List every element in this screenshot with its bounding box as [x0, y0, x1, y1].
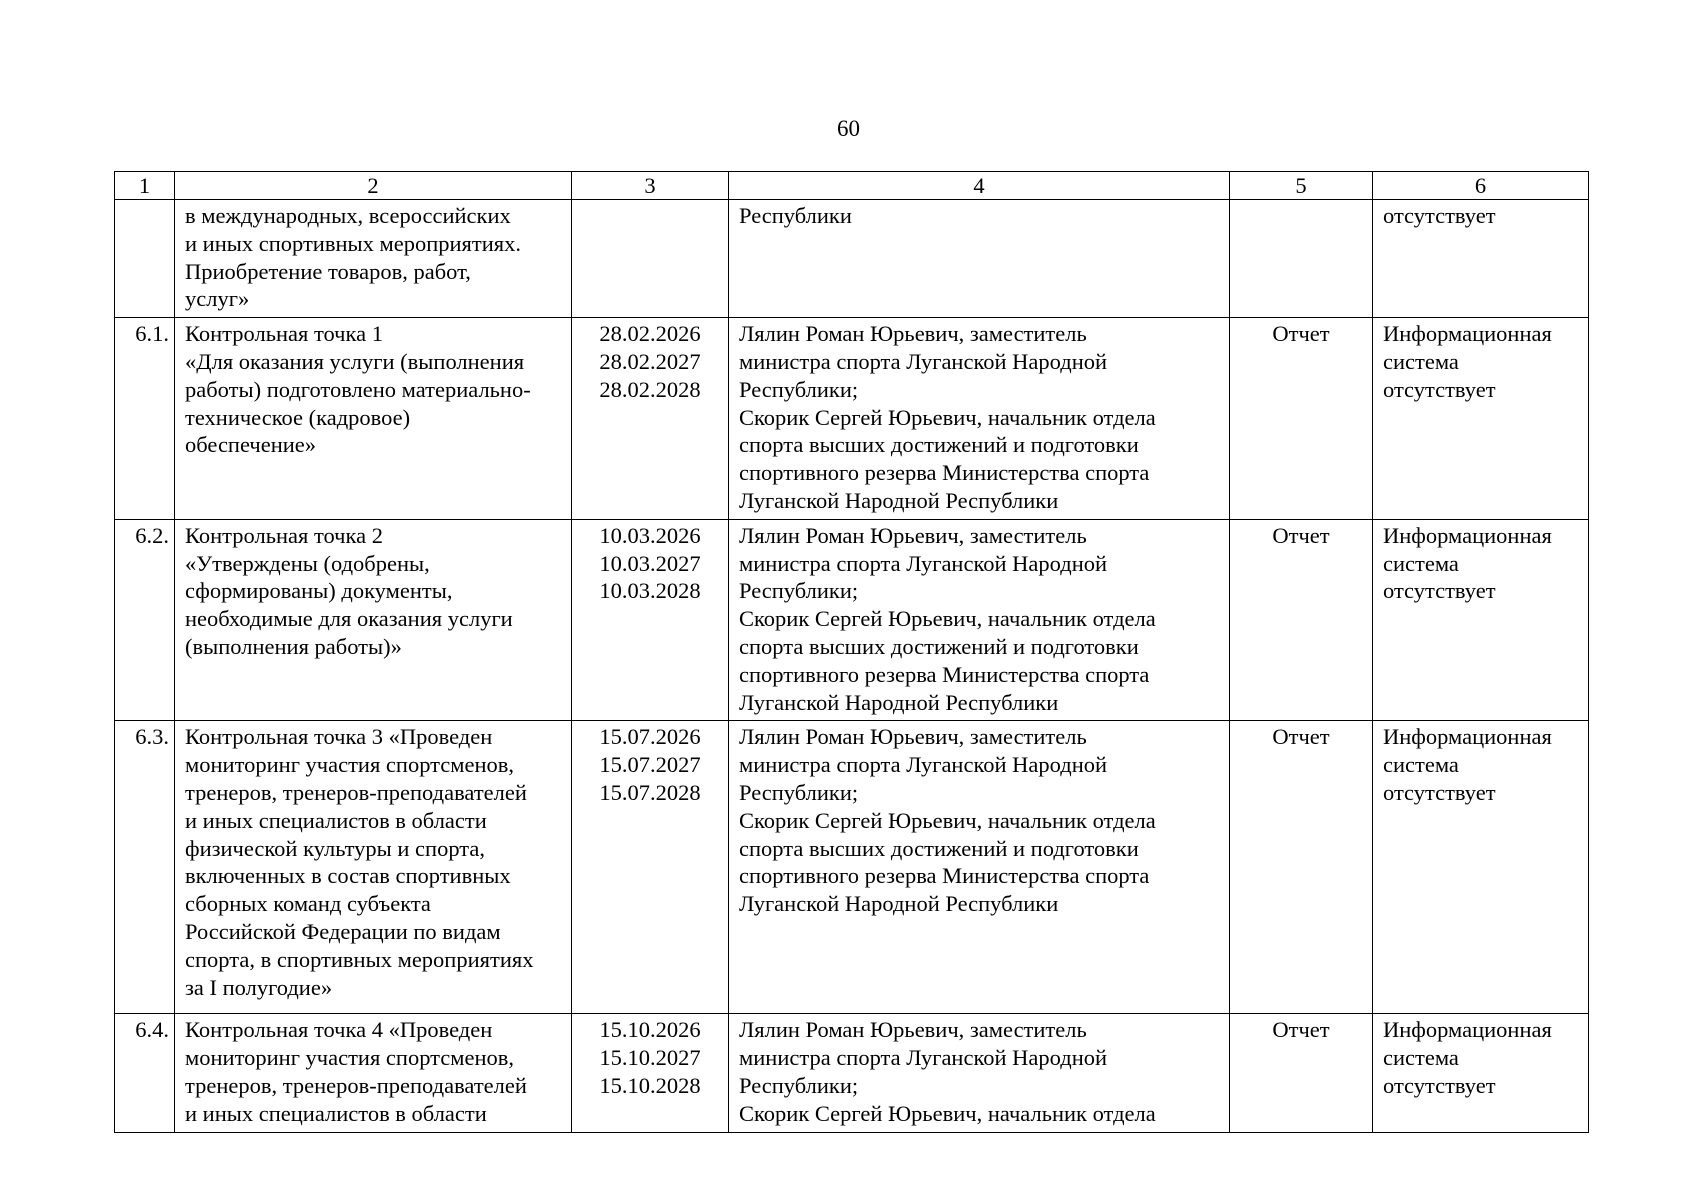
task-name-cell: Контрольная точка 3 «Проведен мониторинг участия спортсменов, тренеров, тренеров-преподавателей и иных специалистов в области физической культуры и спорта, включенных в состав спортивных сборных команд субъекта Российской Федерации по видам спорта, в спортивных мероприятиях за I полугодие»: [175, 721, 572, 1014]
row-number-cell: [115, 200, 175, 318]
table-row: [115, 200, 1589, 318]
header-cell: 5: [1230, 172, 1373, 200]
header-cell: 3: [572, 172, 729, 200]
info-system-cell: Информационная система отсутствует: [1373, 318, 1589, 520]
document-type-cell: Отчет: [1230, 721, 1373, 1014]
info-system-cell: Информационная система отсутствует: [1373, 519, 1589, 721]
row-number-cell: 6.3.: [115, 721, 175, 1014]
table-row: [115, 519, 1589, 721]
header-cell: 1: [115, 172, 175, 200]
task-name-cell: в международных, всероссийских и иных спортивных мероприятиях. Приобретение товаров, работ, услуг»: [175, 200, 572, 318]
document-type-cell: Отчет: [1230, 519, 1373, 721]
task-name-cell: Контрольная точка 2 «Утверждены (одобрены, сформированы) документы, необходимые для оказания услуги (выполнения работы)»: [175, 519, 572, 721]
responsible-cell: Лялин Роман Юрьевич, заместитель министра спорта Луганской Народной Республики; Скорик Сергей Юрьевич, начальник отдела спорта высших достижений и подготовки спортивного резерва Министерства спорта Луганской Народной Республики: [729, 519, 1230, 721]
responsible-cell: Республики: [729, 200, 1230, 318]
row-number-cell: 6.4.: [115, 1014, 175, 1132]
info-system-cell: отсутствует: [1373, 200, 1589, 318]
row-number-cell: 6.1.: [115, 318, 175, 520]
schedule-table: [114, 171, 1589, 1133]
header-cell: 4: [729, 172, 1230, 200]
info-system-cell: Информационная система отсутствует: [1373, 1014, 1589, 1132]
document-type-cell: Отчет: [1230, 318, 1373, 520]
document-type-cell: [1230, 200, 1373, 318]
info-system-cell: Информационная система отсутствует: [1373, 721, 1589, 1014]
table-header-row: [115, 172, 1589, 200]
header-cell: 6: [1373, 172, 1589, 200]
dates-cell: 15.10.2026 15.10.2027 15.10.2028: [572, 1014, 729, 1132]
dates-cell: 15.07.2026 15.07.2027 15.07.2028: [572, 721, 729, 1014]
task-name-cell: Контрольная точка 4 «Проведен мониторинг участия спортсменов, тренеров, тренеров-преподавателей и иных специалистов в области: [175, 1014, 572, 1132]
dates-cell: 28.02.2026 28.02.2027 28.02.2028: [572, 318, 729, 520]
task-name-cell: Контрольная точка 1 «Для оказания услуги (выполнения работы) подготовлено материально- техническое (кадровое) обеспечение»: [175, 318, 572, 520]
table-row: [115, 1014, 1589, 1132]
page-number: 60: [837, 116, 860, 141]
dates-cell: 10.03.2026 10.03.2027 10.03.2028: [572, 519, 729, 721]
document-type-cell: Отчет: [1230, 1014, 1373, 1132]
row-number-cell: 6.2.: [115, 519, 175, 721]
table-row: [115, 318, 1589, 520]
responsible-cell: Лялин Роман Юрьевич, заместитель министра спорта Луганской Народной Республики; Скорик Сергей Юрьевич, начальник отдела: [729, 1014, 1230, 1132]
header-cell: 2: [175, 172, 572, 200]
responsible-cell: Лялин Роман Юрьевич, заместитель министра спорта Луганской Народной Республики; Скорик Сергей Юрьевич, начальник отдела спорта высших достижений и подготовки спортивного резерва Министерства спорта Луганской Народной Республики: [729, 721, 1230, 1014]
table-row: [115, 721, 1589, 1014]
dates-cell: [572, 200, 729, 318]
responsible-cell: Лялин Роман Юрьевич, заместитель министра спорта Луганской Народной Республики; Скорик Сергей Юрьевич, начальник отдела спорта высших достижений и подготовки спортивного резерва Министерства спорта Луганской Народной Республики: [729, 318, 1230, 520]
